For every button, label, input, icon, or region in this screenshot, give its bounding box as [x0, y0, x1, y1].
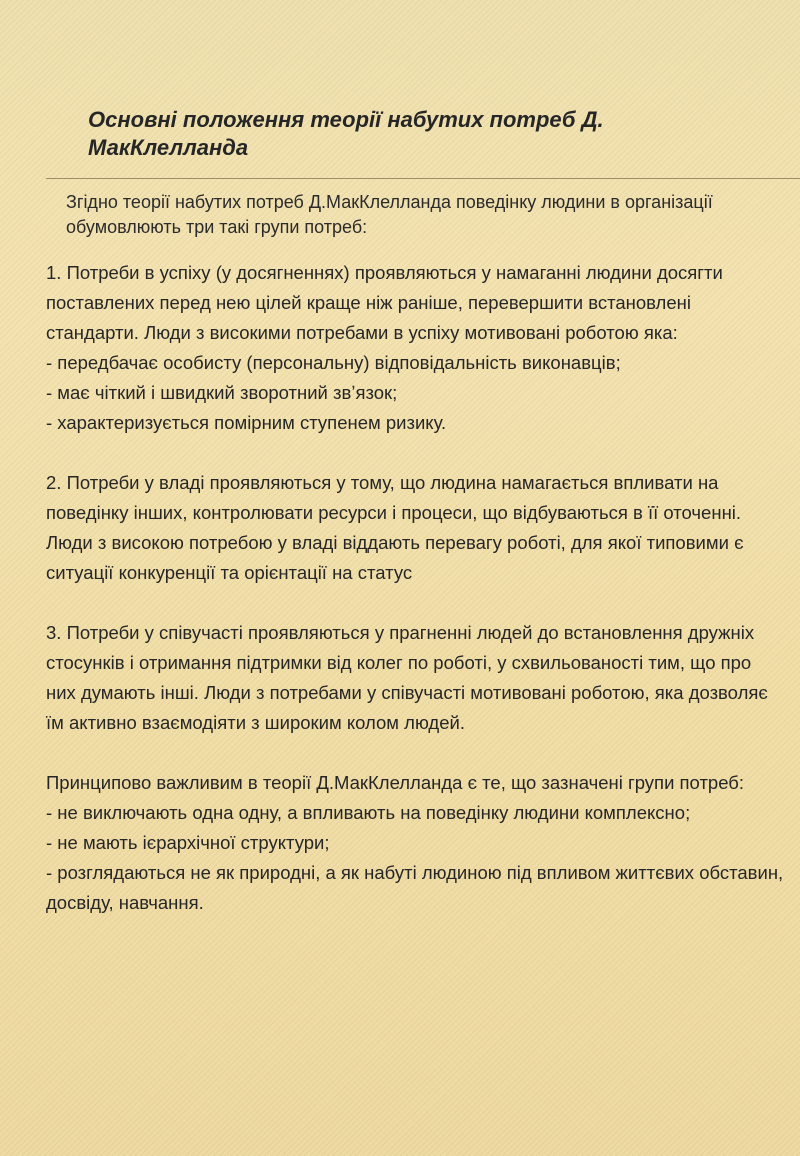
- principles-bullet-complex: - не виключають одна одну, а впливають на поведінку людини комплексно;: [46, 802, 691, 823]
- title-divider: [46, 178, 800, 179]
- principles-intro: Принципово важливим в теорії Д.МакКлелланда є те, що зазначені групи потреб:: [46, 772, 745, 793]
- principles-bullet-acquired: - розглядаються не як природні, а як набуті людиною під впливом життєвих обставин, досвіду, навчання.: [46, 862, 784, 913]
- achievement-bullet-feedback: - має чіткий і швидкий зворотний звʼязок;: [46, 382, 398, 403]
- section-principles: [46, 768, 786, 918]
- section-affiliation: [46, 618, 786, 738]
- section-power: [46, 468, 786, 588]
- achievement-bullet-responsibility: - передбачає особисту (персональну) відповідальність виконавців;: [46, 352, 621, 373]
- achievement-bullet-risk: - характеризується помірним ступенем ризику.: [46, 412, 447, 433]
- achievement-definition: 1. Потреби в успіху (у досягненнях) проявляються у намаганні людини досягти поставлених перед нею цілей краще ніж раніше, перевершити встановлені стандарти. Люди з високими потребами в успіху мотивовані роботою яка:: [46, 262, 723, 343]
- principles-bullet-hierarchy: - не мають ієрархічної структури;: [46, 832, 330, 853]
- section-achievement: [46, 258, 786, 438]
- content-body: [46, 258, 786, 918]
- power-definition: 2. Потреби у владі проявляються у тому, що людина намагається впливати на поведінку інших, контролювати ресурси і процеси, що відбуваються в її оточенні. Люди з високою потребою у владі віддають перевагу роботі, для якої типовими є ситуації конкуренції та орієнтації на статус: [46, 472, 744, 583]
- affiliation-definition: 3. Потреби у співучасті проявляються у прагненні людей до встановлення дружніх стосунків і отримання підтримки від колег по роботі, у схвильованості тим, що про них думають інші. Люди з потребами у співучасті мотивовані роботою, яка дозволяє їм активно взаємодіяти з широким колом людей.: [46, 622, 768, 733]
- slide-title: Основні положення теорії набутих потреб Д. МакКлелланда: [88, 107, 604, 160]
- intro-text: Згідно теорії набутих потреб Д.МакКлелланда поведінку людини в організації обумовлюють три такі групи потреб:: [66, 192, 713, 237]
